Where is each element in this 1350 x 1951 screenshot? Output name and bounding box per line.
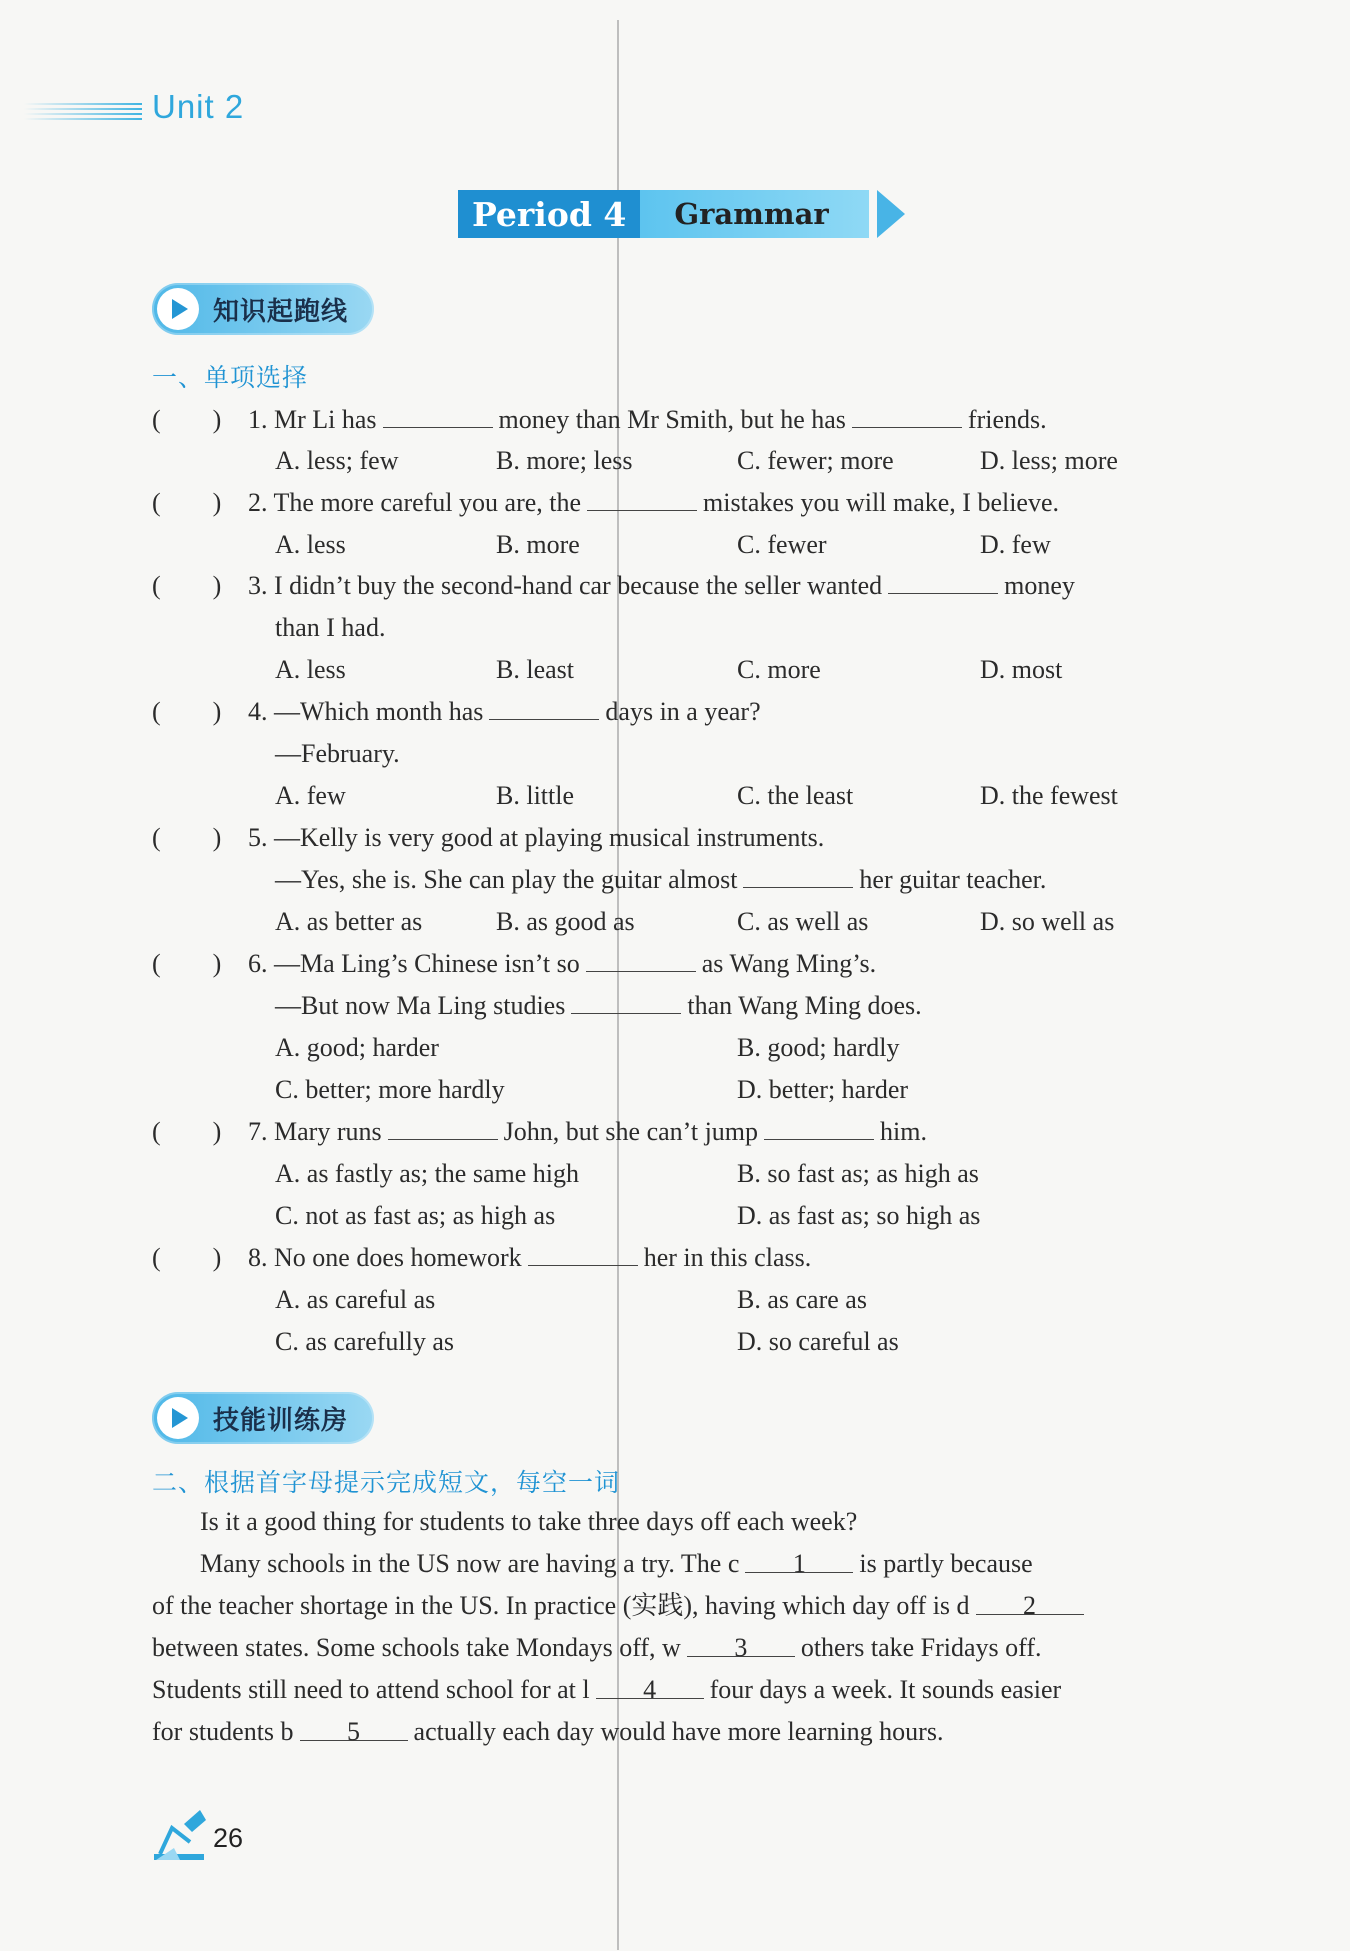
passage-text: of the teacher shortage in the US. In practice (实践), having which day off is d [152, 1591, 970, 1620]
option-c: C. the least [737, 781, 854, 810]
passage-line-3 [152, 1589, 1090, 1623]
option-b: B. more [496, 530, 580, 559]
play-icon [157, 288, 199, 330]
passage-text: Students still need to attend school for at l [152, 1675, 590, 1704]
passage-text: is partly because [859, 1549, 1033, 1578]
option-c: C. better; more hardly [275, 1075, 505, 1104]
stem-text: as Wang Ming’s. [701, 949, 877, 978]
passage-line-2 [200, 1547, 1033, 1581]
question-1-stem [248, 403, 1047, 437]
answer-blank[interactable] [571, 991, 681, 1014]
question-2-stem [248, 486, 1059, 520]
option-a: A. as better as [275, 907, 423, 936]
option-a: A. few [275, 781, 346, 810]
cloze-blank-3[interactable]: 3 [687, 1634, 795, 1657]
answer-bracket[interactable]: ( ) [152, 1117, 222, 1146]
desk-lamp-icon [150, 1802, 208, 1862]
stem-text: her guitar teacher. [859, 865, 1047, 894]
question-5-stem [248, 821, 824, 855]
stem-text: John, but she can’t jump [503, 1117, 759, 1146]
option-d: D. as fast as; so high as [737, 1201, 981, 1230]
passage-text: for students b [152, 1717, 294, 1746]
stem-continuation [275, 989, 922, 1023]
answer-blank[interactable] [388, 1117, 498, 1140]
option-d: D. so careful as [737, 1327, 899, 1356]
option-a: A. as careful as [275, 1285, 436, 1314]
passage-line-6 [152, 1715, 943, 1749]
stem-text: —Yes, she is. She can play the guitar almost [275, 865, 738, 894]
stem-text: money [1004, 571, 1075, 600]
option-b: B. as care as [737, 1285, 867, 1314]
question-number: 4. [248, 697, 268, 726]
passage-line-1: Is it a good thing for students to take three days off each week? [200, 1507, 858, 1536]
passage-line-4 [152, 1631, 1042, 1665]
option-a: A. less [275, 655, 346, 684]
section-pill-knowledge [152, 283, 374, 335]
stem-text: than Wang Ming does. [687, 991, 922, 1020]
option-b: B. good; hardly [737, 1033, 900, 1062]
option-d: D. few [980, 530, 1051, 559]
stem-continuation [275, 863, 1046, 897]
stem-continuation: than I had. [275, 613, 386, 642]
play-icon [157, 1397, 199, 1439]
question-number: 6. [248, 949, 268, 978]
option-b: B. as good as [496, 907, 635, 936]
answer-blank[interactable] [383, 405, 493, 428]
question-8-stem [248, 1241, 811, 1275]
question-number: 7. [248, 1117, 268, 1146]
unit-title: Unit 2 [152, 88, 245, 125]
period-label: Period 4 [458, 190, 640, 238]
answer-blank[interactable] [743, 865, 853, 888]
option-c: C. as well as [737, 907, 869, 936]
stem-text: —Kelly is very good at playing musical instruments. [274, 823, 825, 852]
answer-blank[interactable] [528, 1243, 638, 1266]
stem-text: I didn’t buy the second-hand car because the seller wanted [274, 571, 883, 600]
answer-blank[interactable] [587, 488, 697, 511]
option-d: D. so well as [980, 907, 1115, 936]
section-heading-single-choice: 一、单项选择 [152, 363, 309, 392]
option-d: D. better; harder [737, 1075, 909, 1104]
question-number: 2. [248, 488, 268, 517]
answer-bracket[interactable]: ( ) [152, 697, 222, 726]
cloze-blank-1[interactable]: 1 [745, 1550, 853, 1573]
question-number: 5. [248, 823, 268, 852]
stem-text: her in this class. [643, 1243, 812, 1272]
answer-bracket[interactable]: ( ) [152, 488, 222, 517]
question-7-stem [248, 1115, 927, 1149]
section-pill-skills [152, 1392, 374, 1444]
answer-bracket[interactable]: ( ) [152, 823, 222, 852]
option-b: B. least [496, 655, 574, 684]
question-number: 8. [248, 1243, 268, 1272]
cloze-blank-5[interactable]: 5 [300, 1718, 408, 1741]
option-a: A. good; harder [275, 1033, 439, 1062]
answer-blank[interactable] [764, 1117, 874, 1140]
passage-text: four days a week. It sounds easier [709, 1675, 1062, 1704]
answer-bracket[interactable]: ( ) [152, 1243, 222, 1272]
page-number: 26 [213, 1823, 244, 1853]
section-pill-label: 技能训练房 [213, 1405, 349, 1436]
option-a: A. as fastly as; the same high [275, 1159, 579, 1188]
option-c: C. fewer [737, 530, 827, 559]
option-a: A. less [275, 530, 346, 559]
question-3-stem [248, 569, 1075, 603]
stem-text: —Which month has [274, 697, 484, 726]
option-c: C. as carefully as [275, 1327, 455, 1356]
option-b: B. little [496, 781, 574, 810]
stem-continuation: —February. [275, 739, 400, 768]
answer-bracket[interactable]: ( ) [152, 949, 222, 978]
option-d: D. most [980, 655, 1063, 684]
cloze-blank-2[interactable]: 2 [976, 1592, 1084, 1615]
option-b: B. more; less [496, 446, 633, 475]
section-pill-label: 知识起跑线 [213, 296, 349, 327]
stem-text: The more careful you are, the [273, 488, 582, 517]
cloze-blank-4[interactable]: 4 [596, 1676, 704, 1699]
option-b: B. so fast as; as high as [737, 1159, 979, 1188]
passage-line-5 [152, 1673, 1061, 1707]
banner-arrow-icon [877, 190, 905, 238]
passage-text: actually each day would have more learning hours. [413, 1717, 944, 1746]
section-heading-cloze: 二、根据首字母提示完成短文，每空一词 [152, 1468, 621, 1497]
question-4-stem [248, 695, 761, 729]
stem-text: friends. [967, 405, 1047, 434]
answer-bracket[interactable]: ( ) [152, 571, 222, 600]
stem-text: —But now Ma Ling studies [275, 991, 566, 1020]
question-6-stem [248, 947, 876, 981]
stem-text: mistakes you will make, I believe. [703, 488, 1060, 517]
answer-blank[interactable] [888, 571, 998, 594]
stem-text: —Ma Ling’s Chinese isn’t so [274, 949, 580, 978]
passage-text: between states. Some schools take Mondays off, w [152, 1633, 681, 1662]
stem-text: money than Mr Smith, but he has [498, 405, 846, 434]
stem-text: him. [880, 1117, 927, 1146]
unit-decoration-lines [24, 103, 142, 123]
question-number: 3. [248, 571, 268, 600]
option-d: D. less; more [980, 446, 1118, 475]
option-a: A. less; few [275, 446, 399, 475]
period-banner [458, 190, 905, 238]
period-topic: Grammar [640, 190, 868, 238]
answer-blank[interactable] [586, 949, 696, 972]
passage-text: others take Fridays off. [800, 1633, 1042, 1662]
stem-text: Mary runs [274, 1117, 382, 1146]
stem-text: days in a year? [605, 697, 761, 726]
option-c: C. fewer; more [737, 446, 894, 475]
stem-text: No one does homework [274, 1243, 522, 1272]
answer-blank[interactable] [489, 697, 599, 720]
option-c: C. not as fast as; as high as [275, 1201, 556, 1230]
passage-text: Many schools in the US now are having a try. The c [200, 1549, 740, 1578]
question-number: 1. [248, 405, 268, 434]
answer-bracket[interactable]: ( ) [152, 405, 222, 434]
stem-text: Mr Li has [274, 405, 377, 434]
option-c: C. more [737, 655, 821, 684]
answer-blank[interactable] [852, 405, 962, 428]
option-d: D. the fewest [980, 781, 1118, 810]
